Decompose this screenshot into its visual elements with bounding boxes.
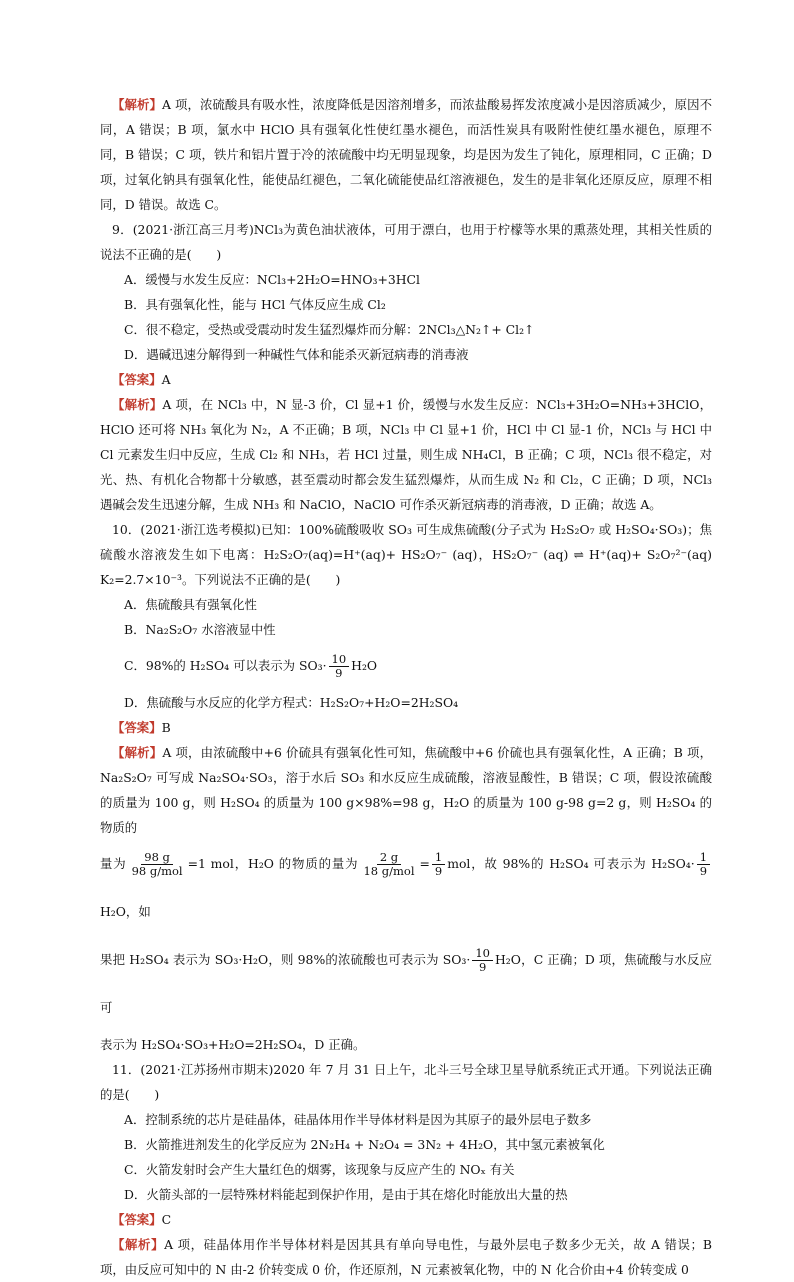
q10-analysis-line4: 表示为 H₂SO₄·SO₃+H₂O=2H₂SO₄，D 正确。 bbox=[100, 1037, 366, 1052]
fraction: $\frac{10}{9}$ bbox=[472, 947, 493, 973]
q9-option-b: B．具有强氧化性，能与 HCl 气体反应生成 Cl₂ bbox=[124, 297, 386, 312]
q10-stem: 10．(2021·浙江选考模拟)已知：100%硫酸吸收 SO₃ 可生成焦硫酸(分子式为 H₂S₂O₇ 或 H₂SO₄·SO₃)；焦硫酸水溶液发生如下电离：H₂S₂O₇(aq)=H⁺(aq)+ HS₂O₇⁻ (aq)，HS₂O₇⁻ (aq) ⇌ H⁺(aq)+ S₂O₇²⁻(aq) K₂=2.7×10⁻³。下列说法不正确的是( ) bbox=[100, 522, 725, 587]
q9-option-c: C．很不稳定，受热或受震动时发生猛烈爆炸而分解：2NCl₃△N₂↑+ Cl₂↑ bbox=[124, 322, 535, 337]
q10-answer: 【答案】B bbox=[112, 720, 171, 735]
q9-answer: 【答案】A bbox=[112, 372, 171, 387]
q11-option-b: B．火箭推进剂发生的化学反应为 2N₂H₄ + N₂O₄ = 3N₂ + 4H₂O，其中氢元素被氧化 bbox=[124, 1137, 605, 1152]
q11-stem: 11．(2021·江苏扬州市期末)2020 年 7 月 31 日上午，北斗三号全球卫星导航系统正式开通。下列说法正确的是( ) bbox=[100, 1062, 712, 1102]
fraction: $\frac{1}{9}$ bbox=[697, 851, 710, 877]
q9-option-a: A．缓慢与水发生反应：NCl₃+2H₂O=HNO₃+3HCl bbox=[124, 272, 420, 287]
analysis-prev: 【解析】A 项，浓硫酸具有吸水性，浓度降低是因溶剂增多，而浓盐酸易挥发浓度减小是因溶质减少，原因不同，A 错误；B 项，氯水中 HClO 具有强氧化性使红墨水褪色，而活性炭具有吸附性使红墨水褪色，原理不同，B 错误；C 项，铁片和铝片置于冷的浓硫酸中均无明显现象，均是因为发生了钝化，原理相同，C 正确；D 项，过氧化钠具有强氧化性，能使品红褪色，二氧化硫能使品红溶液褪色，发生的是非氧化还原反应，原理不相同，D 错误。故选 C。 bbox=[100, 97, 712, 212]
q9-stem: 9．(2021·浙江高三月考)NCl₃为黄色油状液体，可用于漂白，也用于柠檬等水果的熏蒸处理，其相关性质的说法不正确的是( ) bbox=[100, 222, 712, 262]
q10-option-c: C．98%的 H₂SO₄ 可以表示为 SO₃· $\frac{10}{9}$ H₂O bbox=[124, 652, 378, 680]
q10-option-d: D．焦硫酸与水反应的化学方程式：H₂S₂O₇+H₂O=2H₂SO₄ bbox=[124, 695, 459, 710]
q11-option-a: A．控制系统的芯片是硅晶体，硅晶体用作半导体材料是因为其原子的最外层电子数多 bbox=[124, 1112, 592, 1127]
q10-option-b: B．Na₂S₂O₇ 水溶液显中性 bbox=[124, 622, 276, 637]
q11-option-c: C．火箭发射时会产生大量红色的烟雾，该现象与反应产生的 NOₓ 有关 bbox=[124, 1162, 515, 1177]
fraction: $\frac{10}{9}$ bbox=[329, 653, 350, 679]
q11-answer: 【答案】C bbox=[112, 1212, 172, 1227]
fraction: $\frac{1}{9}$ bbox=[432, 851, 445, 877]
fraction: $\frac{2 g}{\text{18 g/mol}}$ bbox=[363, 850, 415, 878]
document-page bbox=[100, 92, 725, 1282]
fraction: $\frac{98 g}{\text{98 g/mol}}$ bbox=[131, 850, 183, 878]
analysis-tag: 【解析】 bbox=[112, 97, 162, 112]
q10-analysis: 【解析】A 项，由浓硫酸中+6 价硫具有强氧化性可知，焦硫酸中+6 价硫也具有强氧化性，A 正确；B 项，Na₂S₂O₇ 可写成 Na₂SO₄·SO₃，溶于水后 SO₃ 和水反应生成硫酸，溶液显酸性，B 错误；C 项，假设浓硫酸的质量为 100 g，则 H₂SO₄ 的质量为 100 g×98%=98 g，H₂O 的质量为 100 g-98 g=2 g，则 H₂SO₄ 的物质的 bbox=[100, 745, 712, 835]
q10-option-a: A．焦硫酸具有强氧化性 bbox=[124, 597, 257, 612]
q9-analysis: 【解析】A 项，在 NCl₃ 中，N 显-3 价，Cl 显+1 价，缓慢与水发生反应：NCl₃+3H₂O=NH₃+3HClO，HClO 还可将 NH₃ 氧化为 N₂，A 不正确；B 项，NCl₃ 中 Cl 显+1 价，HCl 中 Cl 显-1 价，NCl₃ 与 HCl 中 Cl 元素发生归中反应，生成 Cl₂ 和 NH₃，若 HCl 过量，则生成 NH₄Cl，B 正确；C 项，NCl₃ 很不稳定，对光、热、有机化合物都十分敏感，甚至震动时都会发生猛烈爆炸，从而生成 N₂ 和 Cl₂，C 正确；D 项，NCl₃ 遇碱会发生迅速分解，生成 NH₃ 和 NaClO，NaClO 可作杀灭新冠病毒的消毒液，D 正确；故选 A。 bbox=[100, 397, 712, 512]
q11-option-d: D．火箭头部的一层特殊材料能起到保护作用，是由于其在熔化时能放出大量的热 bbox=[124, 1187, 568, 1202]
q11-analysis: 【解析】A 项，硅晶体用作半导体材料是因其具有单向导电性，与最外层电子数多少无关，故 A 错误；B 项，由反应可知中的 N 由-2 价转变成 0 价，作还原剂，N 元素被氧化物，中的 N 化合价由+4 价转变成 0 bbox=[100, 1237, 712, 1277]
q10-analysis-line2: 量为 $\frac{98 g}{\text{98 g/mol}}$ =1 mol，H₂O 的物质的量为 $\frac{2 g}{\text{18 g/mol}}$ = $\frac{1}{9}$ mol，故 98%的 H₂SO₄ 可表示为 H₂SO₄· $\frac{1}{9}$ H₂O，如 bbox=[100, 840, 712, 936]
q10-analysis-line3: 果把 H₂SO₄ 表示为 SO₃·H₂O，则 98%的浓硫酸也可表示为 SO₃· $\frac{10}{9}$ H₂O，C 正确；D 项，焦硫酸与水反应可 bbox=[100, 946, 712, 1015]
q9-option-d: D．遇碱迅速分解得到一种碱性气体和能杀灭新冠病毒的消毒液 bbox=[124, 347, 469, 362]
